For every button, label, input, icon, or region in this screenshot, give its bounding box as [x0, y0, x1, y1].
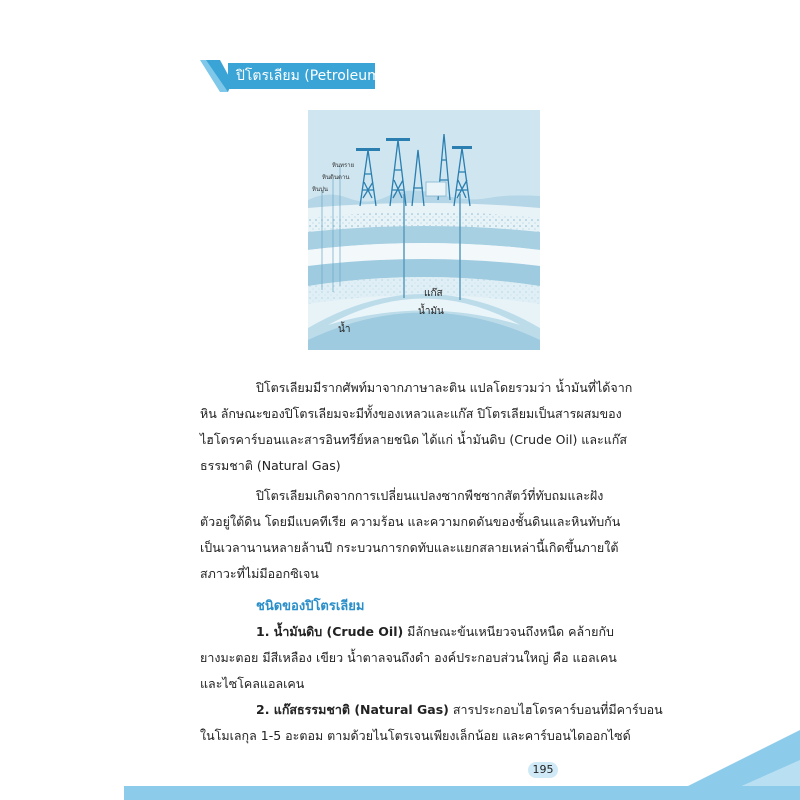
section-heading: ชนิดของปิโตรเลียม: [256, 599, 365, 614]
footer-band: [124, 786, 800, 800]
paragraph-2-line-3: เป็นเวลานานหลายล้านปี กระบวนการกดทับและแยกสลายเหล่านี้เกิดขึ้นภายใต้: [200, 540, 619, 555]
item-1-text: มีลักษณะข้นเหนียวจนถึงหนืด คล้ายกับ: [403, 624, 614, 639]
page-number: 195: [528, 762, 558, 778]
paragraph-2-line-2: ตัวอยู่ใต้ดิน โดยมีแบคทีเรีย ความร้อน และความกดดันของชั้นดินและหินทับกัน: [200, 514, 621, 529]
label-sandstone: หินทราย: [332, 162, 355, 169]
item-2-text: สารประกอบไฮโดรคาร์บอนที่มีคาร์บอน: [448, 702, 663, 717]
item-2-line-2: ในโมเลกุล 1-5 อะตอม ตามด้วยไนโตรเจนเพียงเล็กน้อย และคาร์บอนไดออกไซด์: [200, 728, 631, 743]
paragraph-1-line-3: ไฮโดรคาร์บอนและสารอินทรีย์หลายชนิด ได้แก่ น้ำมันดิบ (Crude Oil) และแก๊ส: [200, 432, 627, 447]
label-shale: หินดินดาน: [322, 174, 350, 181]
item-2-heading: 2. แก๊สธรรมชาติ (Natural Gas): [256, 702, 449, 717]
item-2-first-line: [256, 700, 663, 720]
item-1-heading: 1. น้ำมันดิบ (Crude Oil): [256, 624, 404, 639]
page-title: ปิโตรเลียม (Petroleum): [236, 68, 387, 84]
paragraph-2-line-4: สภาวะที่ไม่มีออกซิเจน: [200, 566, 319, 581]
paragraph-1-line-2: หิน ลักษณะของปิโตรเลียมจะมีทั้งของเหลวและแก๊ส ปิโตรเลียมเป็นสารผสมของ: [200, 406, 622, 421]
petroleum-illustration: [308, 110, 540, 350]
item-1-line-3: และไซโคลแอลเคน: [200, 676, 305, 691]
paragraph-1-line-4: ธรรมชาติ (Natural Gas): [200, 458, 341, 473]
paragraph-1-line-1: ปิโตรเลียมมีรากศัพท์มาจากภาษาละติน แปลโดยรวมว่า น้ำมันที่ได้จาก: [256, 380, 633, 395]
label-limestone: หินปูน: [312, 186, 328, 193]
label-water: น้ำ: [338, 324, 351, 335]
item-1-line-2: ยางมะตอย มีสีเหลือง เขียว น้ำตาลจนถึงดำ องค์ประกอบส่วนใหญ่ คือ แอลเคน: [200, 650, 617, 665]
label-oil: น้ำมัน: [418, 306, 444, 317]
item-1-first-line: [256, 622, 614, 642]
section-title-banner: [200, 60, 387, 92]
label-gas: แก๊ส: [424, 288, 443, 299]
paragraph-2-line-1: ปิโตรเลียมเกิดจากการเปลี่ยนแปลงซากพืชซากสัตว์ที่ทับถมและฝัง: [256, 488, 604, 503]
